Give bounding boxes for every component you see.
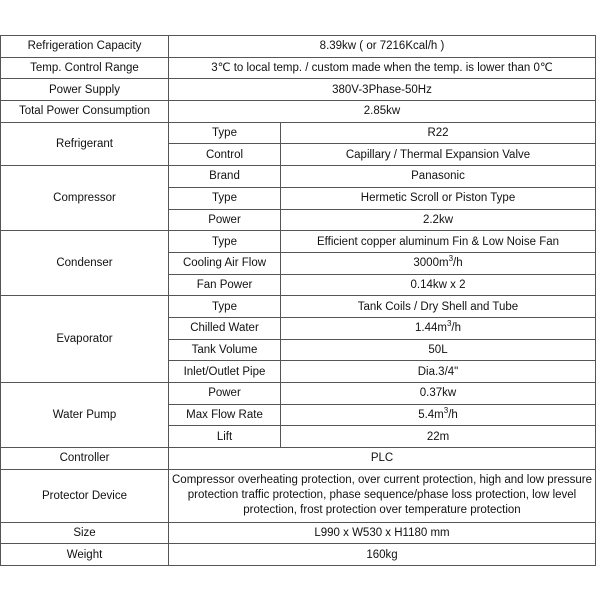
label-size: Size (1, 522, 169, 544)
sublabel-evaporator-tank-volume: Tank Volume (169, 339, 281, 361)
sublabel-compressor-brand: Brand (169, 166, 281, 188)
value-size: L990 x W530 x H1180 mm (169, 522, 596, 544)
label-evaporator: Evaporator (1, 296, 169, 383)
sublabel-water-pump-lift: Lift (169, 426, 281, 448)
sublabel-evaporator-type: Type (169, 296, 281, 318)
sublabel-condenser-airflow: Cooling Air Flow (169, 252, 281, 274)
sublabel-condenser-fan-power: Fan Power (169, 274, 281, 296)
sublabel-evaporator-chilled-water: Chilled Water (169, 317, 281, 339)
value-condenser-fan-power: 0.14kw x 2 (281, 274, 596, 296)
value-condenser-airflow: $3000m^3/h$ (281, 252, 596, 274)
label-compressor: Compressor (1, 166, 169, 231)
value-evaporator-tank-volume: 50L (281, 339, 596, 361)
sublabel-evaporator-pipe: Inlet/Outlet Pipe (169, 361, 281, 383)
value-compressor-type: Hermetic Scroll or Piston Type (281, 187, 596, 209)
value-protector-device: Compressor overheating protection, over current protection, high and low pressure protection traffic protection, phase sequence/phase loss protection, low level protection, frost protection over temperature protection (169, 469, 596, 522)
label-refrigeration-capacity: Refrigeration Capacity (1, 36, 169, 58)
value-refrigerant-type: R22 (281, 122, 596, 144)
label-controller: Controller (1, 448, 169, 470)
row-total-power (1, 101, 596, 123)
value-temp-control-range: 3℃ to local temp. / custom made when the temp. is lower than 0℃ (169, 57, 596, 79)
row-refrigerant-type (1, 122, 596, 144)
row-condenser-type (1, 231, 596, 253)
value-weight: 160kg (169, 544, 596, 566)
value-water-pump-power: 0.37kw (281, 383, 596, 405)
value-evaporator-chilled-water: $1.44m^3/h$ (281, 317, 596, 339)
value-evaporator-pipe: Dia.3/4" (281, 361, 596, 383)
value-power-supply: 380V-3Phase-50Hz (169, 79, 596, 101)
value-compressor-power: 2.2kw (281, 209, 596, 231)
label-total-power: Total Power Consumption (1, 101, 169, 123)
row-compressor-brand (1, 166, 596, 188)
sublabel-water-pump-flow: Max Flow Rate (169, 404, 281, 426)
label-weight: Weight (1, 544, 169, 566)
value-controller: PLC (169, 448, 596, 470)
sublabel-water-pump-power: Power (169, 383, 281, 405)
value-condenser-type: Efficient copper aluminum Fin & Low Noise Fan (281, 231, 596, 253)
value-water-pump-lift: 22m (281, 426, 596, 448)
spec-table (0, 35, 596, 566)
sublabel-compressor-power: Power (169, 209, 281, 231)
row-controller (1, 448, 596, 470)
label-power-supply: Power Supply (1, 79, 169, 101)
row-weight (1, 544, 596, 566)
row-size (1, 522, 596, 544)
value-compressor-brand: Panasonic (281, 166, 596, 188)
row-protector-device (1, 469, 596, 522)
row-refrigeration-capacity (1, 36, 596, 58)
value-total-power: 2.85kw (169, 101, 596, 123)
value-refrigerant-control: Capillary / Thermal Expansion Valve (281, 144, 596, 166)
row-water-pump-power (1, 383, 596, 405)
sublabel-condenser-type: Type (169, 231, 281, 253)
row-power-supply (1, 79, 596, 101)
row-evaporator-type (1, 296, 596, 318)
sublabel-compressor-type: Type (169, 187, 281, 209)
label-temp-control-range: Temp. Control Range (1, 57, 169, 79)
label-condenser: Condenser (1, 231, 169, 296)
sublabel-refrigerant-type: Type (169, 122, 281, 144)
label-water-pump: Water Pump (1, 383, 169, 448)
sublabel-refrigerant-control: Control (169, 144, 281, 166)
value-water-pump-flow: $5.4m^3/h$ (281, 404, 596, 426)
value-evaporator-type: Tank Coils / Dry Shell and Tube (281, 296, 596, 318)
row-temp-control-range (1, 57, 596, 79)
label-protector-device: Protector Device (1, 469, 169, 522)
label-refrigerant: Refrigerant (1, 122, 169, 165)
value-refrigeration-capacity: 8.39kw ( or 7216Kcal/h ) (169, 36, 596, 58)
